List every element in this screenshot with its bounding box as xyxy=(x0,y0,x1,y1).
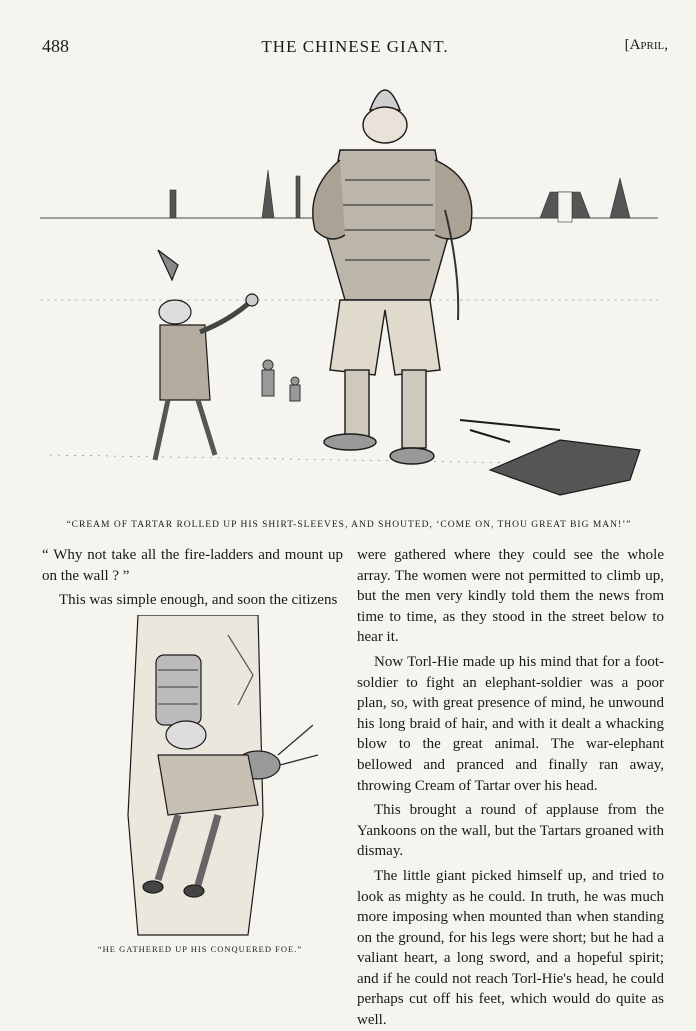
paragraph: This was simple enough, and soon the citizens xyxy=(59,592,338,609)
paragraph: were gathered where they could see the whole array. The women were not permitted to climb up, but the men very kindly told them the news from time to time, as they stood in the street below to hear it. xyxy=(357,547,664,646)
top-figure-caption: “CREAM OF TARTAR ROLLED UP HIS SHIRT-SLEEVES, AND SHOUTED, ‘COME ON, THOU GREAT BIG MAN!’” xyxy=(66,520,632,530)
running-date: [April, xyxy=(624,37,668,53)
conquered-foe-illustration xyxy=(98,615,328,940)
running-title: THE CHINESE GIANT. xyxy=(261,37,449,56)
left-text-column xyxy=(42,545,343,611)
right-text-column xyxy=(357,545,664,1031)
paragraph: The little giant picked himself up, and tried to look as mighty as he could. In truth, he was much more imposing when mounted than when standing on the ground, for his legs were short; but he had a valiant heart, a long sword, and a hopeful spirit; and if he could not reach Torl-Hie's head, he could perhaps cut off his feet, which would do quite as well. xyxy=(357,867,664,1029)
paragraph: “ Why not take all the fire-ladders and mount up on the wall ? ” xyxy=(42,547,343,584)
paragraph: Now Torl-Hie made up his mind that for a foot-soldier to fight an elephant-soldier was a poor plan, so, with great presence of mind, he unwound his long braid of hair, and with it dealt a whacking blow to the great animal. The war-elephant bellowed and pranced and finally ran away, throwing Cream of Tartar over his head. xyxy=(357,653,664,794)
page-header xyxy=(42,36,668,60)
bottom-figure-caption: “HE GATHERED UP HIS CONQUERED FOE.” xyxy=(97,944,303,954)
paragraph: This brought a round of applause from the Yankoons on the wall, but the Tartars groaned with dismay. xyxy=(357,802,664,860)
giant-illustration xyxy=(40,70,658,510)
page-number: 488 xyxy=(42,36,69,56)
